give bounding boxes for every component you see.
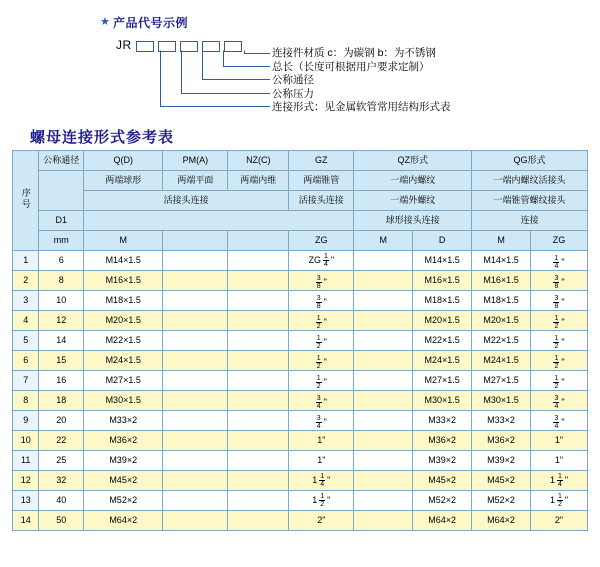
code-box [202,41,220,52]
table-row [13,251,588,271]
header-group-pma: PM(A) [163,151,228,171]
header-sub-qd: 两端球形 [84,171,163,191]
cell-qg-zg: $\frac{3}{8}$ " [531,271,588,291]
cell-qg-zg: 1" [531,431,588,451]
cell-pma [163,451,228,471]
table-row [13,491,588,511]
cell-qg-m: M64×2 [472,511,531,531]
header-sub-qg: 一端内螺纹活接头 [472,171,588,191]
cell-qz-d: M52×2 [413,491,472,511]
cell-qg-m: M20×1.5 [472,311,531,331]
header-col-zg1: ZG [289,231,354,251]
header-col-m2: M [354,231,413,251]
cell-qg-m: M16×1.5 [472,271,531,291]
product-code-boxes [136,41,242,52]
header-col-m1: M [84,231,163,251]
cell-qz-m [354,491,413,511]
table-row [13,331,588,351]
cell-seq: 9 [13,411,39,431]
cell-gz-zg: 2" [289,511,354,531]
cell-dn: 25 [39,451,84,471]
header-seq: 序号 [13,151,39,251]
cell-nzc [228,331,289,351]
cell-dn: 16 [39,371,84,391]
cell-qz-m [354,311,413,331]
cell-qd-m: M14×1.5 [84,251,163,271]
cell-qg-m: M33×2 [472,411,531,431]
cell-qd-m: M24×1.5 [84,351,163,371]
cell-gz-zg: 1" [289,451,354,471]
table-row [13,511,588,531]
cell-pma [163,471,228,491]
cell-qz-d: M27×1.5 [413,371,472,391]
cell-qg-zg: 2" [531,511,588,531]
cell-qg-zg: $\frac{1}{2}$ " [531,371,588,391]
cell-qz-m [354,471,413,491]
cell-qd-m: M18×1.5 [84,291,163,311]
cell-qz-m [354,351,413,371]
cell-gz-zg: 1 $\frac{1}{2}$ " [289,491,354,511]
cell-qz-d: M24×1.5 [413,351,472,371]
cell-nzc [228,351,289,371]
cell-dn: 6 [39,251,84,271]
cell-qz-m [354,431,413,451]
cell-qz-m [354,511,413,531]
cell-qg-zg: $\frac{1}{2}$ " [531,311,588,331]
cell-qg-m: M24×1.5 [472,351,531,371]
cell-qz-m [354,391,413,411]
header-col-blank-b [228,231,289,251]
cell-qg-m: M22×1.5 [472,331,531,351]
cell-nzc [228,371,289,391]
cell-pma [163,271,228,291]
cell-qg-zg: 1 $\frac{1}{4}$ " [531,471,588,491]
table-row [13,471,588,491]
cell-gz-zg: $\frac{1}{2}$ " [289,371,354,391]
cell-qd-m: M27×1.5 [84,371,163,391]
cell-qd-m: M20×1.5 [84,311,163,331]
cell-seq: 11 [13,451,39,471]
header-qg-connection: 一端锥管螺纹接头 [472,191,588,211]
cell-seq: 1 [13,251,39,271]
cell-qz-d: M14×1.5 [413,251,472,271]
header-qz-ball: 球形接头连接 [354,211,472,231]
table-body [13,251,588,531]
cell-qz-d: M36×2 [413,431,472,451]
cell-gz-zg: $\frac{3}{8}$ " [289,291,354,311]
cell-pma [163,311,228,331]
cell-qd-m: M16×1.5 [84,271,163,291]
cell-qd-m: M39×2 [84,451,163,471]
cell-nzc [228,491,289,511]
cell-pma [163,291,228,311]
legend-item: 公称通径 [272,74,314,87]
cell-dn: 20 [39,411,84,431]
cell-pma [163,411,228,431]
cell-seq: 4 [13,311,39,331]
nut-connection-table-wrap [12,150,588,531]
cell-qz-d: M33×2 [413,411,472,431]
cell-qg-m: M52×2 [472,491,531,511]
cell-gz-zg: $\frac{3}{4}$ " [289,411,354,431]
cell-nzc [228,311,289,331]
cell-seq: 10 [13,431,39,451]
cell-seq: 13 [13,491,39,511]
header-qz-connection: 一端外螺纹 [354,191,472,211]
cell-nzc [228,451,289,471]
cell-pma [163,511,228,531]
legend-title: 产品代号示例 [113,16,189,30]
cell-seq: 3 [13,291,39,311]
table-row [13,311,588,331]
cell-gz-zg: $\frac{3}{4}$ " [289,391,354,411]
cell-gz-zg: ZG $\frac{1}{4}$ " [289,251,354,271]
table-row [13,271,588,291]
cell-pma [163,351,228,371]
table-row [13,391,588,411]
cell-qg-m: M45×2 [472,471,531,491]
cell-qz-d: M18×1.5 [413,291,472,311]
cell-qg-zg: $\frac{3}{8}$ " [531,291,588,311]
table-row [13,351,588,371]
cell-dn: 8 [39,271,84,291]
cell-pma [163,431,228,451]
cell-qd-m: M30×1.5 [84,391,163,411]
legend-item: 连接件材质 c：为碳钢 b：为不锈钢 [272,47,436,59]
cell-qz-d: M39×2 [413,451,472,471]
header-qg-link: 连接 [472,211,588,231]
cell-gz-zg: $\frac{1}{2}$ " [289,331,354,351]
legend-item: 连接形式：见金属软管常用结构形式表 [272,101,451,114]
header-sub-pma: 两端平面 [163,171,228,191]
header-sub-qz: 一端内螺纹 [354,171,472,191]
section-title: 螺母连接形式参考表 [30,129,175,146]
cell-seq: 12 [13,471,39,491]
cell-dn: 14 [39,331,84,351]
header-col-zg2: ZG [531,231,588,251]
header-dn: 公称通径 [39,151,84,171]
cell-qd-m: M52×2 [84,491,163,511]
table-row [13,371,588,391]
cell-nzc [228,251,289,271]
cell-seq: 5 [13,331,39,351]
cell-seq: 6 [13,351,39,371]
cell-qz-m [354,291,413,311]
code-box [224,41,242,52]
cell-nzc [228,291,289,311]
cell-qz-d: M45×2 [413,471,472,491]
cell-qd-m: M45×2 [84,471,163,491]
cell-qz-d: M64×2 [413,511,472,531]
legend-item: 公称压力 [272,87,314,100]
cell-qz-m [354,451,413,471]
cell-nzc [228,431,289,451]
header-col-m3: M [472,231,531,251]
product-code-legend [0,0,600,112]
code-box [180,41,198,52]
cell-dn: 12 [39,311,84,331]
header-dn-spacer [39,171,84,211]
cell-seq: 2 [13,271,39,291]
cell-qz-m [354,371,413,391]
header-gz-connection: 活接头连接 [289,191,354,211]
cell-seq: 14 [13,511,39,531]
cell-qg-zg: 1 $\frac{1}{2}$ " [531,491,588,511]
cell-dn: 32 [39,471,84,491]
header-group-qz: QZ形式 [354,151,472,171]
cell-seq: 7 [13,371,39,391]
cell-gz-zg: 1 $\frac{1}{4}$ " [289,471,354,491]
cell-qg-zg: $\frac{1}{4}$ " [531,251,588,271]
cell-qz-d: M30×1.5 [413,391,472,411]
cell-nzc [228,391,289,411]
header-col-d: D [413,231,472,251]
cell-qg-zg: $\frac{1}{2}$ " [531,331,588,351]
cell-pma [163,371,228,391]
cell-dn: 22 [39,431,84,451]
header-sub-gz: 两端锥管 [289,171,354,191]
nut-connection-table [12,150,588,531]
header-group-gz: GZ [289,151,354,171]
product-code-prefix: JR [116,38,132,52]
code-box [136,41,154,52]
cell-gz-zg: $\frac{3}{8}$ " [289,271,354,291]
cell-qg-m: M36×2 [472,431,531,451]
header-group-nzc: NZ(C) [228,151,289,171]
table-row [13,411,588,431]
table-row [13,451,588,471]
cell-qg-m: M18×1.5 [472,291,531,311]
cell-qd-m: M64×2 [84,511,163,531]
cell-pma [163,391,228,411]
cell-pma [163,491,228,511]
header-left-connection: 活接头连接 [84,191,289,211]
header-sub-nzc: 两端内维 [228,171,289,191]
cell-qz-m [354,251,413,271]
cell-qz-d: M20×1.5 [413,311,472,331]
cell-qg-m: M39×2 [472,451,531,471]
cell-gz-zg: 1" [289,431,354,451]
cell-qg-m: M27×1.5 [472,371,531,391]
cell-dn: 10 [39,291,84,311]
cell-qz-m [354,271,413,291]
cell-nzc [228,511,289,531]
cell-gz-zg: $\frac{1}{2}$ " [289,351,354,371]
star-icon: ★ [100,16,110,28]
cell-nzc [228,271,289,291]
cell-nzc [228,411,289,431]
cell-qd-m: M36×2 [84,431,163,451]
cell-dn: 18 [39,391,84,411]
header-blank-1 [84,211,354,231]
cell-qd-m: M22×1.5 [84,331,163,351]
header-dn-unit: mm [39,231,84,251]
cell-pma [163,251,228,271]
code-box [158,41,176,52]
header-dn-d1: D1 [39,211,84,231]
cell-gz-zg: $\frac{1}{2}$ " [289,311,354,331]
cell-qg-zg: $\frac{3}{4}$ " [531,391,588,411]
cell-dn: 50 [39,511,84,531]
header-group-qg: QG形式 [472,151,588,171]
table-row [13,431,588,451]
cell-qg-m: M30×1.5 [472,391,531,411]
cell-qg-zg: 1" [531,451,588,471]
table-row [13,291,588,311]
cell-qg-zg: $\frac{3}{4}$ " [531,411,588,431]
cell-seq: 8 [13,391,39,411]
cell-pma [163,331,228,351]
cell-dn: 15 [39,351,84,371]
header-col-blank-a [163,231,228,251]
cell-qz-d: M22×1.5 [413,331,472,351]
cell-nzc [228,471,289,491]
legend-item-list [272,47,451,115]
cell-qz-m [354,331,413,351]
cell-dn: 40 [39,491,84,511]
cell-qg-zg: $\frac{1}{2}$ " [531,351,588,371]
legend-item: 总长（长度可根据用户要求定制） [272,60,430,73]
cell-qd-m: M33×2 [84,411,163,431]
cell-qg-m: M14×1.5 [472,251,531,271]
cell-qz-m [354,411,413,431]
header-group-qd: Q(D) [84,151,163,171]
cell-qz-d: M16×1.5 [413,271,472,291]
